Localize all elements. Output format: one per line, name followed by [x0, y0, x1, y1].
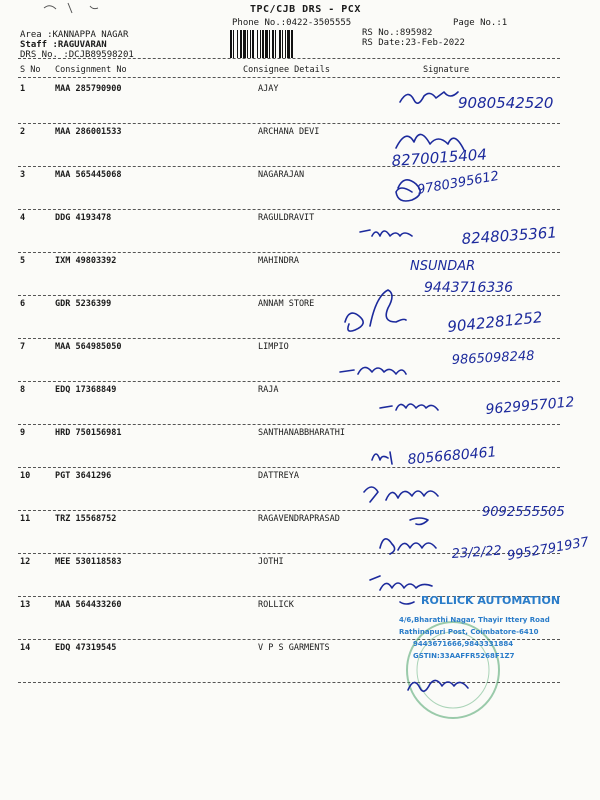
row-divider [18, 295, 560, 296]
row-consignment-number: EDQ 17368849 [55, 385, 117, 395]
row-consignment-number: MAA 285790900 [55, 84, 122, 94]
row-serial-number: 13 [20, 600, 31, 610]
barcode [230, 30, 350, 58]
row-divider [18, 338, 560, 339]
row-consignment-number: MAA 564985050 [55, 342, 122, 352]
rs-date: RS Date:23-Feb-2022 [362, 38, 465, 48]
row-consignment-number: MEE 530118583 [55, 557, 122, 567]
rs-number: RS No.:895982 [362, 28, 433, 38]
row-consignee-name: RAGAVENDRAPRASAD [258, 514, 340, 524]
row-consignment-number: EDQ 47319545 [55, 643, 117, 653]
signature-row-9 [372, 452, 392, 464]
row-consignee-name: DATTREYA [258, 471, 299, 481]
row-divider [18, 166, 560, 167]
handwritten-date-row-11: 23/2/22 [451, 543, 503, 562]
handwritten-name-row-5: NSUNDAR [410, 259, 476, 274]
row-consignee-name: JOTHI [258, 557, 284, 567]
signature-row-2 [396, 134, 464, 150]
phone-number: Phone No.:0422-3505555 [232, 18, 352, 28]
row-divider [18, 209, 560, 210]
staff-label: Staff :RAGUVARAN [20, 40, 107, 50]
row-consignment-number: PGT 3641296 [55, 471, 112, 481]
row-consignee-name: AJAY [258, 84, 279, 94]
col-header-consignee: Consignee Details [243, 65, 330, 75]
ink-smudge [40, 0, 140, 20]
stamp-gstin: GSTIN:33AAFFR5268F1Z7 [413, 652, 515, 660]
row-divider [18, 510, 560, 511]
row-consignment-number: GDR 5236399 [55, 299, 112, 309]
col-header-sno: S No [20, 65, 41, 75]
col-header-consignment: Consignment No [55, 65, 127, 75]
area-label: Area :KANNAPPA NAGAR [20, 30, 129, 40]
divider [18, 77, 560, 78]
row-serial-number: 1 [20, 84, 26, 94]
company-stamp [393, 590, 593, 730]
handwritten-phone-row-6: 9042281252 [446, 308, 544, 336]
row-serial-number: 11 [20, 514, 31, 524]
handwritten-phone-row-4: 8248035361 [461, 223, 558, 248]
row-consignee-name: ROLLICK [258, 600, 294, 610]
row-serial-number: 4 [20, 213, 26, 223]
handwritten-phone-row-9: 8056680461 [406, 444, 498, 468]
signature-row-10 [364, 487, 438, 502]
row-divider [18, 381, 560, 382]
row-serial-number: 2 [20, 127, 26, 137]
signature-row-8 [380, 404, 438, 410]
row-consignee-name: ANNAM STORE [258, 299, 315, 309]
row-consignee-name: V P S GARMENTS [258, 643, 330, 653]
handwritten-phone-row-8: 9629957012 [484, 394, 576, 418]
page-number: Page No.:1 [453, 18, 508, 28]
row-serial-number: 9 [20, 428, 26, 438]
row-consignment-number: MAA 565445068 [55, 170, 122, 180]
signature-row-3 [396, 180, 420, 201]
manifest-title: TPC/CJB DRS - PCX [250, 4, 361, 15]
row-divider [18, 123, 560, 124]
signature-row-4 [360, 230, 412, 236]
row-divider [18, 553, 560, 554]
row-consignee-name: MAHINDRA [258, 256, 299, 266]
divider [18, 58, 560, 59]
handwritten-phone-row-5: 9443716336 [424, 280, 514, 296]
signature-row-6 [345, 290, 406, 331]
stamp-address-line1: 4/6,Bharathi Nagar, Thayir Ittery Road [399, 616, 550, 624]
stamp-phone: 9443671666,9843331884 [413, 640, 514, 648]
row-consignment-number: TRZ 15568752 [55, 514, 117, 524]
row-serial-number: 6 [20, 299, 26, 309]
handwritten-phone-row-7: 9865098248 [451, 348, 535, 368]
row-consignee-name: NAGARAJAN [258, 170, 305, 180]
handwritten-phone-row-11: 9952791937 [506, 534, 591, 564]
row-consignment-number: HRD 750156981 [55, 428, 122, 438]
stamp-name: ROLLICK AUTOMATION [421, 594, 561, 607]
row-consignment-number: IXM 49803392 [55, 256, 117, 266]
row-serial-number: 3 [20, 170, 26, 180]
row-consignee-name: LIMPIO [258, 342, 289, 352]
row-consignee-name: RAGULDRAVIT [258, 213, 315, 223]
handwritten-phone-row-2: 8270015404 [391, 145, 488, 170]
row-serial-number: 10 [20, 471, 31, 481]
row-consignee-name: SANTHANABBHARATHI [258, 428, 345, 438]
handwritten-phone-row-3: 9780395612 [416, 168, 501, 198]
row-consignment-number: DDG 4193478 [55, 213, 112, 223]
row-consignee-name: ARCHANA DEVI [258, 127, 320, 137]
row-consignment-number: MAA 564433260 [55, 600, 122, 610]
row-divider [18, 467, 560, 468]
row-serial-number: 8 [20, 385, 26, 395]
signature-row-7 [340, 367, 406, 374]
signature-row-12 [370, 576, 432, 590]
row-serial-number: 12 [20, 557, 31, 567]
col-header-signature: Signature [423, 65, 470, 75]
handwritten-phone-row-1: 9080542520 [458, 94, 554, 112]
stamp-address-line2: Rathinapuri Post, Coimbatore-6410 [399, 628, 539, 636]
handwritten-phone-row-10: 9092555505 [482, 505, 565, 520]
row-divider [18, 252, 560, 253]
row-consignee-name: RAJA [258, 385, 279, 395]
signature-row-1 [400, 92, 458, 103]
row-serial-number: 7 [20, 342, 26, 352]
row-serial-number: 14 [20, 643, 31, 653]
row-consignment-number: MAA 286001533 [55, 127, 122, 137]
row-serial-number: 5 [20, 256, 26, 266]
signature-row-11 [380, 539, 436, 554]
row-divider [18, 424, 560, 425]
drs-number: DRS No. :DCJB89598201 [20, 50, 134, 60]
